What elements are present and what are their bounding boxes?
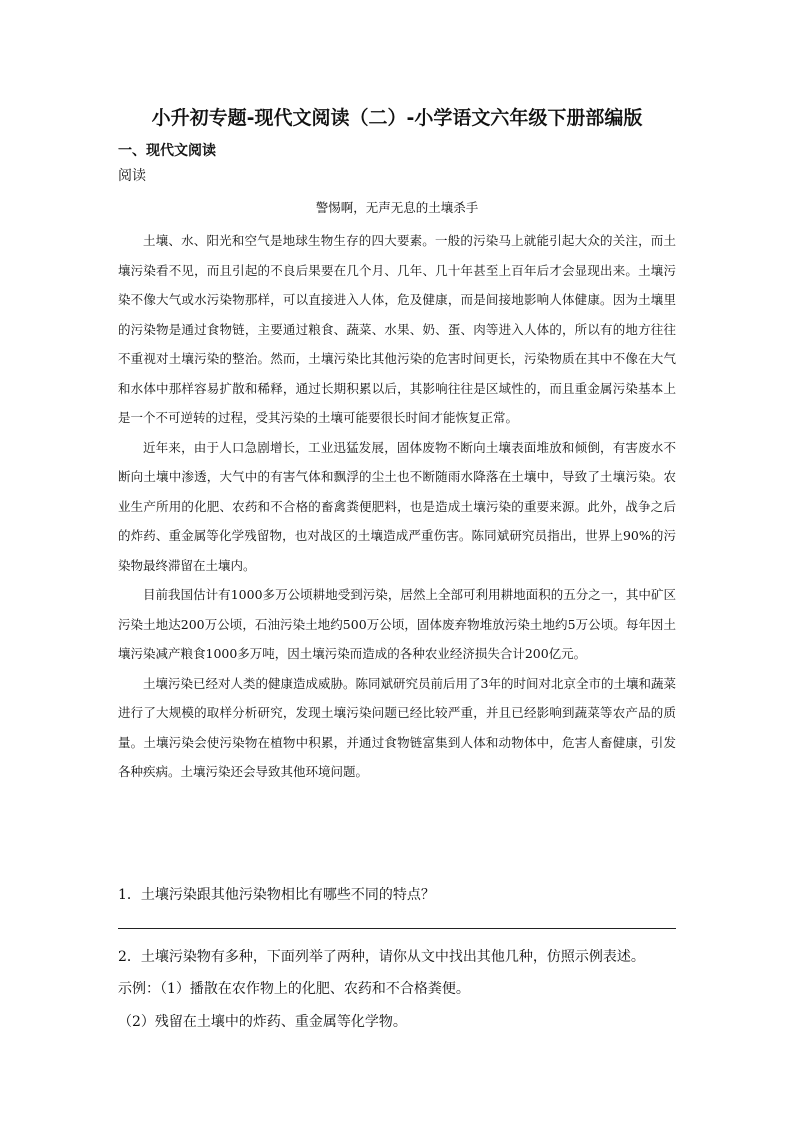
passage-body (118, 226, 676, 787)
example-1: 示例：（1）播散在农作物上的化肥、农药和不合格粪便。 (118, 981, 470, 997)
section-heading: 一、现代文阅读 (118, 143, 216, 159)
answer-line[interactable] (118, 928, 676, 929)
passage-title: 警惕啊，无声无息的土壤杀手 (315, 200, 479, 215)
reading-label: 阅读 (118, 168, 146, 184)
passage-paragraph-4: 土壤污染已经对人类的健康造成威胁。陈同斌研究员前后用了3年的时间对北京全市的土壤和蔬菜进行了大规模的取样分析研究，发现土壤污染问题已经比较严重，并且已经影响到蔬菜等农产品的质量。土壤污染会使污染物在植物中积累，并通过食物链富集到人体和动物体中，危害人畜健康，引发各种疾病。土壤污染还会导致其他环境问题。 (118, 675, 676, 779)
passage-paragraph-2: 近年来，由于人口急剧增长，工业迅猛发展，固体废物不断向土壤表面堆放和倾倒，有害废水不断向土壤中渗透，大气中的有害气体和飘浮的尘土也不断随雨水降落在土壤中，导致了土壤污染。农业生产所用的化肥、农药和不合格的畜禽粪便肥料，也是造成土壤污染的重要来源。此外，战争之后的炸药、重金属等化学残留物，也对战区的土壤造成严重伤害。陈同斌研究员指出，世界上90%的污染物最终滞留在土壤内。 (118, 439, 676, 573)
question-1: 1．土壤污染跟其他污染物相比有哪些不同的特点？ (118, 887, 435, 903)
example-2: （2）残留在土壤中的炸药、重金属等化学物。 (118, 1014, 407, 1030)
passage-paragraph-3: 目前我国估计有1000多万公顷耕地受到污染，居然上全部可利用耕地面积的五分之一，其中矿区污染土地达200万公顷，石油污染土地约500万公顷，固体废弃物堆放污染土地约5万公顷。每年因土壤污染减产粮食1000多万吨，因土壤污染而造成的各种农业经济损失合计200亿元。 (118, 587, 676, 661)
document-title: 小升初专题-现代文阅读（二）-小学语文六年级下册部编版 (151, 107, 643, 129)
passage-paragraph-1: 土壤、水、阳光和空气是地球生物生存的四大要素。一般的污染马上就能引起大众的关注，而土壤污染看不见，而且引起的不良后果要在几个月、几年、几十年甚至上百年后才会显现出来。土壤污染不像大气或水污染物那样，可以直接进入人体，危及健康，而是间接地影响人体健康。因为土壤里的污染物是通过食物链，主要通过粮食、蔬菜、水果、奶、蛋、肉等进入人体的，所以有的地方往往不重视对土壤污染的整治。然而，土壤污染比其他污染的危害时间更长，污染物质在其中不像在大气和水体中那样容易扩散和稀释，通过长期积累以后，其影响往往是区域性的，而且重金属污染基本上是一个不可逆转的过程，受其污染的土壤可能要很长时间才能恢复正常。 (118, 233, 676, 425)
question-2: 2．土壤污染物有多种，下面列举了两种，请你从文中找出其他几种，仿照示例表述。 (118, 949, 645, 965)
